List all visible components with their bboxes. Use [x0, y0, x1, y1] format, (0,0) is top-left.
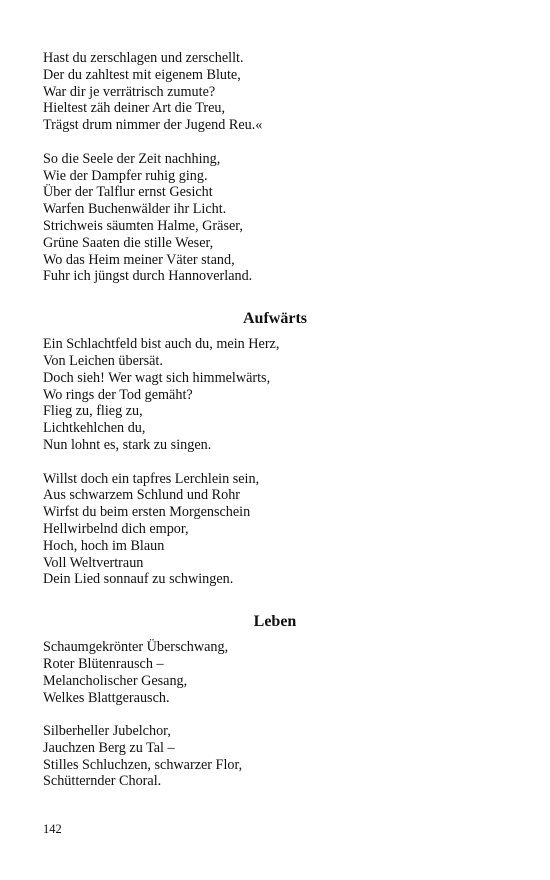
- poem-line: Welkes Blattgerausch.: [43, 689, 170, 706]
- stanza-gap: [43, 134, 507, 151]
- stanza: [43, 50, 507, 134]
- poem-line: Wo rings der Tod gemäht?: [43, 386, 193, 403]
- stanza: [43, 151, 507, 285]
- poem-line: Flieg zu, flieg zu,: [43, 403, 143, 420]
- stanza-gap: [43, 706, 507, 723]
- poem-line: Hoch, hoch im Blaun: [43, 537, 165, 554]
- poem-line: Lichtkehlchen du,: [43, 420, 146, 437]
- poem-line: Fuhr ich jüngst durch Hannoverland.: [43, 268, 253, 285]
- poem-line: Grüne Saaten die stille Weser,: [43, 234, 214, 251]
- poem-line: Hieltest zäh deiner Art die Treu,: [43, 100, 226, 117]
- poem-line: Ein Schlachtfeld bist auch du, mein Herz,: [43, 336, 280, 353]
- poem-line: Hellwirbelnd dich empor,: [43, 520, 189, 537]
- poem-line: Schütternder Choral.: [43, 773, 162, 790]
- stanza: [43, 471, 507, 589]
- poem-line: Voll Weltvertraun: [43, 554, 144, 571]
- section-spacer: [43, 588, 507, 612]
- poem-line: Von Leichen übersät.: [43, 352, 163, 369]
- poem-title-leben: Leben: [253, 613, 297, 631]
- section-spacer: [43, 285, 507, 309]
- poem-line: Dein Lied sonnauf zu schwingen.: [43, 571, 234, 588]
- poem-line: Wo das Heim meiner Väter stand,: [43, 251, 235, 268]
- poem-line: Jauchzen Berg zu Tal –: [43, 739, 175, 756]
- poem-title-aufwaerts: Aufwärts: [243, 310, 307, 328]
- poem-line: Schaumgekrönter Überschwang,: [43, 639, 229, 656]
- poem-line: Doch sieh! Wer wagt sich himmelwärts,: [43, 369, 271, 386]
- poem-line: So die Seele der Zeit nachhing,: [43, 150, 221, 167]
- poem-line: Willst doch ein tapfres Lerchlein sein,: [43, 470, 260, 487]
- poem-line: Trägst drum nimmer der Jugend Reu.«: [43, 117, 263, 134]
- title-spacer: [43, 329, 507, 336]
- stanza: [43, 639, 507, 706]
- page-content: [43, 50, 507, 790]
- poem-line: Über der Talflur ernst Gesicht: [43, 184, 213, 201]
- poem-line: Silberheller Jubelchor,: [43, 723, 171, 740]
- stanza: [43, 336, 507, 454]
- poem-line: Roter Blütenrausch –: [43, 655, 164, 672]
- poem-line: Wie der Dampfer ruhig ging.: [43, 167, 208, 184]
- poem-line: Wirfst du beim ersten Morgenschein: [43, 504, 251, 521]
- poem-line: Strichweis säumten Halme, Gräser,: [43, 217, 243, 234]
- stanza-gap: [43, 454, 507, 471]
- stanza: [43, 723, 507, 790]
- poem-line: Warfen Buchenwälder ihr Licht.: [43, 201, 227, 218]
- poem-line: Der du zahltest mit eigenem Blute,: [43, 66, 241, 83]
- poem-line: War dir je verrätrisch zumute?: [43, 83, 216, 100]
- poem-line: Hast du zerschlagen und zerschellt.: [43, 50, 244, 66]
- poem-line: Aus schwarzem Schlund und Rohr: [43, 487, 241, 504]
- poem-line: Stilles Schluchzen, schwarzer Flor,: [43, 756, 243, 773]
- page-number: 142: [43, 822, 62, 836]
- poem-line: Melancholischer Gesang,: [43, 672, 188, 689]
- poem-line: Nun lohnt es, stark zu singen.: [43, 436, 212, 453]
